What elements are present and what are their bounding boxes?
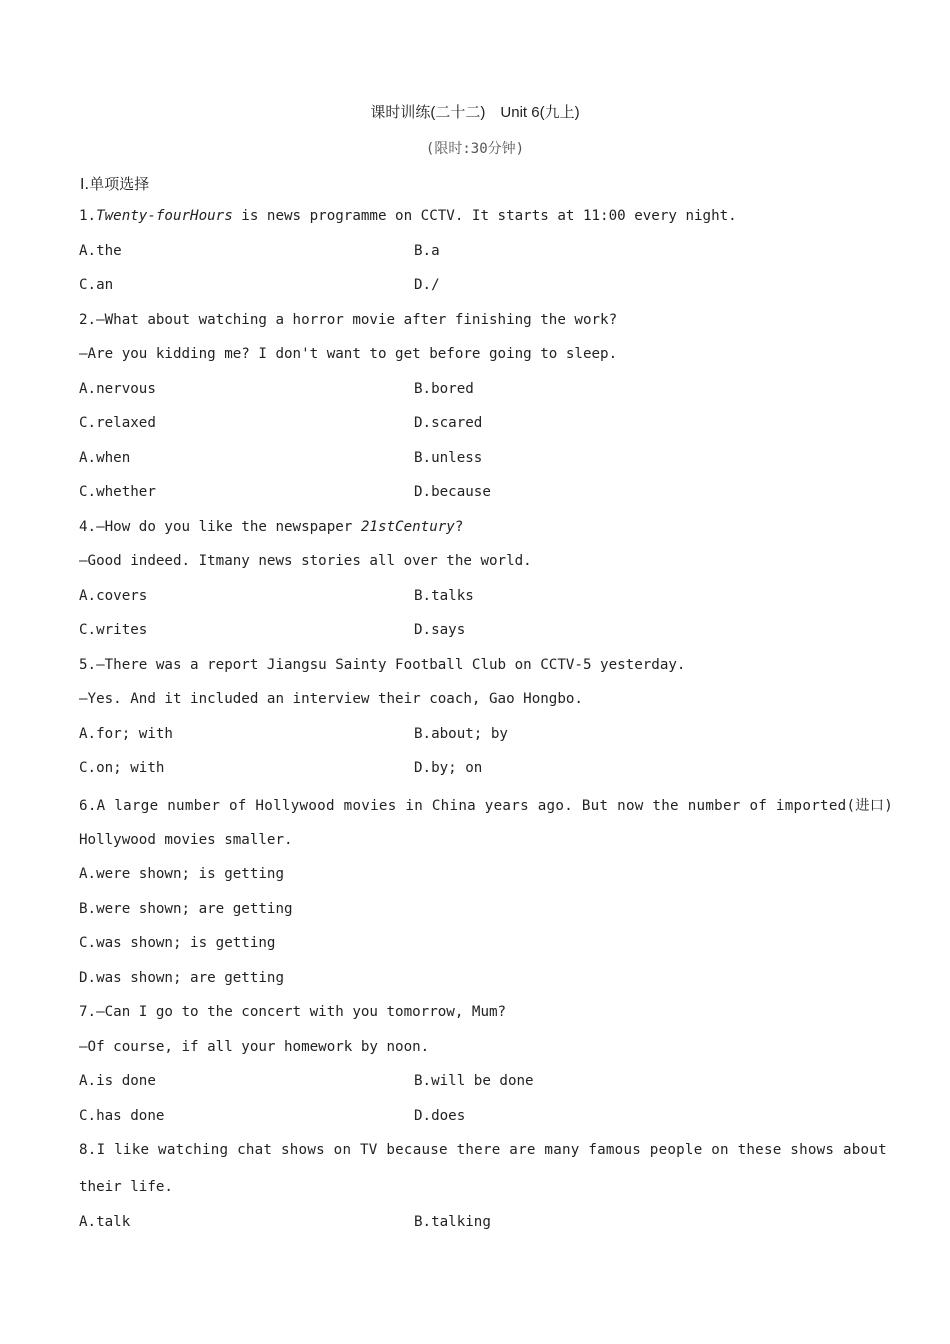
- question-4-stem-line1: [79, 519, 463, 535]
- q3-option-d: D.because: [414, 484, 491, 500]
- q2-option-a: A.nervous: [79, 381, 156, 397]
- q1-option-b: B.a: [414, 243, 440, 259]
- q2-option-c: C.relaxed: [79, 415, 156, 431]
- question-text: 4.—How do you like the newspaper: [79, 519, 361, 535]
- q8-option-a: A.talk: [79, 1214, 131, 1230]
- q3-option-c: C.whether: [79, 484, 156, 500]
- page-title: 课时训练(二十二) Unit 6(九上): [370, 104, 580, 121]
- question-5-stem-line1: 5.—There was a report Jiangsu Sainty Football Club on CCTV-5 yesterday.: [79, 657, 686, 673]
- q1-option-c: C.an: [79, 277, 114, 293]
- question-6-stem-line1: 6.A large number of Hollywood movies in China years ago. But now the number of imported(进口): [79, 798, 894, 814]
- q6-option-a: A.were shown; is getting: [79, 866, 284, 882]
- q4-option-b: B.talks: [414, 588, 474, 604]
- time-limit: (限时:30分钟): [425, 141, 525, 157]
- question-text: is news programme on CCTV. It starts at 11:00 every night.: [232, 208, 737, 224]
- question-number: 1.: [79, 208, 97, 224]
- newspaper-title: 21stCentury: [360, 519, 455, 535]
- question-2-stem-line1: 2.—What about watching a horror movie after finishing the work?: [79, 312, 618, 328]
- q7-option-c: C.has done: [79, 1108, 165, 1124]
- question-7-stem-line2: —Of course, if all your homework by noon.: [79, 1039, 430, 1055]
- question-1-stem: [79, 208, 737, 224]
- question-2-stem-line2: —Are you kidding me? I don't want to get before going to sleep.: [79, 346, 618, 362]
- question-4-stem-line2: —Good indeed. Itmany news stories all over the world.: [79, 553, 532, 569]
- question-5-stem-line2: —Yes. And it included an interview their coach, Gao Hongbo.: [79, 691, 583, 707]
- program-title: Twenty-fourHours: [96, 208, 233, 224]
- q1-option-d: D./: [414, 277, 440, 293]
- q8-option-b: B.talking: [414, 1214, 491, 1230]
- question-8-stem-line2: their life.: [79, 1179, 173, 1195]
- q3-option-b: B.unless: [414, 450, 483, 466]
- q5-option-b: B.about; by: [414, 726, 508, 742]
- q6-option-c: C.was shown; is getting: [79, 935, 276, 951]
- question-6-stem-line2: Hollywood movies smaller.: [79, 832, 293, 848]
- question-8-stem-line1: 8.I like watching chat shows on TV because there are many famous people on these shows about: [79, 1142, 887, 1158]
- q4-option-a: A.covers: [79, 588, 148, 604]
- q5-option-a: A.for; with: [79, 726, 173, 742]
- q5-option-c: C.on; with: [79, 760, 165, 776]
- q4-option-c: C.writes: [79, 622, 148, 638]
- q5-option-d: D.by; on: [414, 760, 483, 776]
- q1-option-a: A.the: [79, 243, 122, 259]
- question-mark: ?: [454, 519, 464, 535]
- q2-option-b: B.bored: [414, 381, 474, 397]
- q7-option-a: A.is done: [79, 1073, 156, 1089]
- q2-option-d: D.scared: [414, 415, 483, 431]
- q6-option-d: D.was shown; are getting: [79, 970, 284, 986]
- q7-option-b: B.will be done: [414, 1073, 534, 1089]
- q4-option-d: D.says: [414, 622, 466, 638]
- q7-option-d: D.does: [414, 1108, 466, 1124]
- q3-option-a: A.when: [79, 450, 131, 466]
- question-7-stem-line1: 7.—Can I go to the concert with you tomorrow, Mum?: [79, 1004, 507, 1020]
- q6-option-b: B.were shown; are getting: [79, 901, 293, 917]
- section-heading: Ⅰ.单项选择: [80, 175, 150, 193]
